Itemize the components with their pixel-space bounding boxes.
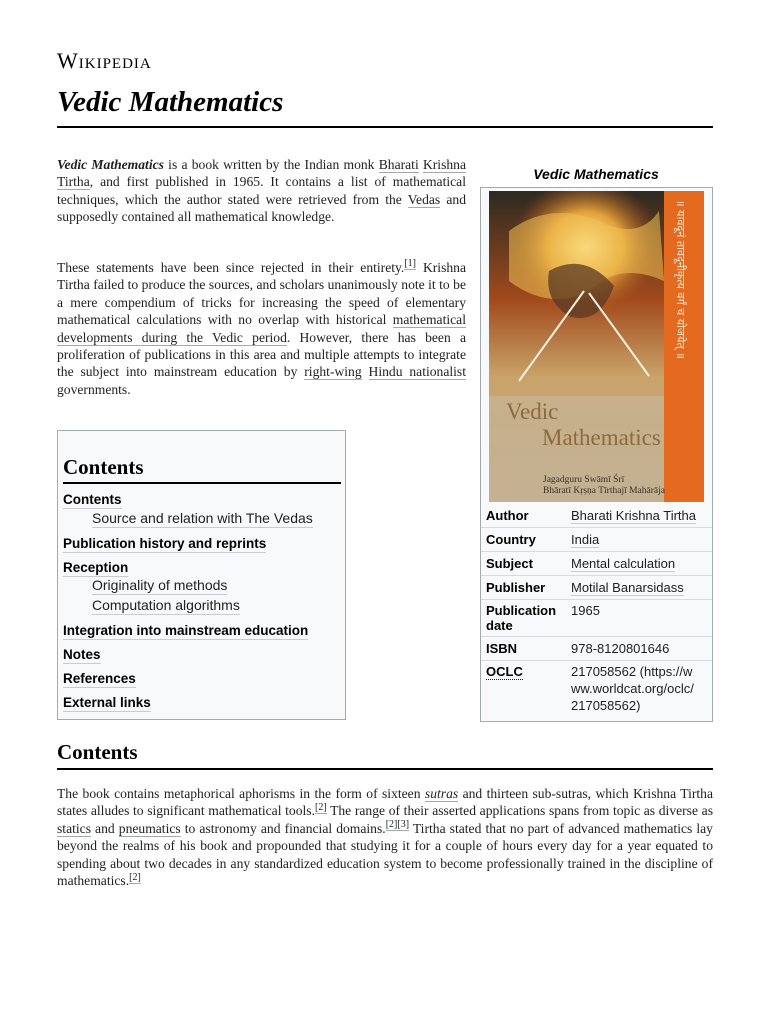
text-span: to astronomy and financial domains. [180, 820, 386, 836]
infobox-row-isbn [481, 636, 712, 661]
text-span: and supposedly contained all mathematical knowledge. [57, 191, 466, 225]
link-publisher[interactable]: Motilal Banarsidass [571, 580, 684, 595]
text-span: , and first published in 1965. It contains a list of mathematical techniques, which the author stated were retrieved from the [57, 174, 466, 207]
bold-title-text: Vedic Mathematics [57, 157, 164, 172]
infobox-label [486, 664, 523, 679]
toc-item-reception[interactable]: Reception [63, 560, 129, 575]
link-author[interactable]: Bharati Krishna Tirtha [571, 508, 697, 523]
text-span: and [90, 820, 119, 836]
cover-title-line-2: Mathematics [542, 425, 661, 450]
infobox-label: Publisher [486, 580, 546, 595]
citation-2[interactable]: [2] [385, 819, 398, 831]
infobox-row-oclc [481, 660, 712, 721]
text-span: and thirteen sub-sutras, which Krishna Tirtha states alludes to significant mathematical tools. [57, 786, 713, 819]
infobox-value: 978-8120801646 [571, 641, 670, 656]
label-line: Publication [486, 603, 557, 618]
link-pneumatics[interactable]: pneumatics [118, 820, 181, 836]
infobox-label: Subject [486, 556, 533, 571]
infobox-value [571, 579, 711, 596]
label-line: date [486, 618, 513, 633]
text-span: Krishna Tirtha failed to produce the sources, and scholars unanimously note it to be a mere compendium of tricks for increasing the speed of elementary mathematical calculations with no overlap with historical [57, 260, 467, 328]
wikipedia-wordmark[interactable]: Wikipedia [57, 48, 152, 73]
text-span: The range of their asserted applications spans from topic as diverse as [326, 803, 713, 819]
toc-item-references[interactable]: References [63, 671, 136, 686]
intro-paragraph-2 [57, 259, 466, 398]
link-vedas[interactable]: Vedas [407, 191, 441, 207]
infobox-row-publication-date [481, 599, 712, 637]
infobox-value [571, 531, 711, 548]
cover-sanskrit-text: ॥ यावदूनं तावदूनीकृत्य वर्गं च योजयेत् ॥ [674, 200, 687, 359]
toc-item-integration[interactable]: Integration into mainstream education [63, 623, 309, 638]
toc-item-contents[interactable]: Contents [63, 492, 122, 507]
infobox-label: Country [486, 532, 536, 547]
text-span: The book contains metaphorical aphorisms in the form of sixteen [57, 786, 425, 801]
cover-title-line-1: Vedic [506, 399, 559, 424]
citation-2[interactable]: [2] [314, 801, 327, 813]
infobox-row-country [481, 527, 712, 552]
oclc-line: 217058562 (https://w [571, 664, 693, 679]
link-subject[interactable]: Mental calculation [571, 556, 676, 571]
toc-item-publication-history[interactable]: Publication history and reprints [63, 536, 267, 551]
cover-author-line-2: Bhāratī Kṛṣṇa Tīrthajī Mahārāja [543, 486, 665, 496]
link-statics[interactable]: statics [57, 820, 91, 836]
text-span: Tirtha stated that no part of advanced mathematics lay beyond the realms of his book and propounded that studying it for a couple of hours every day for a year equated to spending about two decades in any standardized education system to become professionally trained in the discipline of mathematics. [57, 820, 713, 889]
toc-item-source-and-relation[interactable]: Source and relation with The Vedas [92, 510, 313, 526]
text-span: is a book written by the Indian monk [163, 157, 379, 172]
section-paragraph [57, 785, 713, 889]
link-sutras[interactable]: sutras [424, 786, 459, 801]
link-hindu-nationalist[interactable]: Hindu nationalist [368, 364, 466, 380]
infobox-row-subject [481, 551, 712, 576]
oclc-line: ww.worldcat.org/oclc/ [571, 681, 694, 696]
infobox-value [571, 555, 711, 572]
link-mathematical-developments[interactable]: mathematical developments during the Vedic period [57, 312, 466, 345]
link-bharati[interactable]: Bharati [378, 157, 419, 172]
toc-divider [63, 482, 341, 484]
citation-3[interactable]: [3] [397, 819, 410, 831]
infobox-label: Author [486, 508, 529, 523]
citation-1[interactable]: [1] [404, 258, 416, 270]
toc-item-originality[interactable]: Originality of methods [92, 577, 228, 593]
link-right-wing[interactable]: right-wing [304, 364, 362, 380]
infobox-row-author [481, 503, 712, 527]
citation-2[interactable]: [2] [129, 871, 141, 883]
infobox-value: 1965 [571, 603, 600, 618]
oclc-line: 217058562) [571, 698, 641, 713]
oclc-link[interactable] [571, 663, 711, 714]
infobox-row-publisher [481, 575, 712, 600]
cover-author [543, 475, 665, 497]
infobox-value [571, 507, 711, 524]
toc-item-external-links[interactable]: External links [63, 695, 151, 710]
text-span: . However, there has been a proliferation of publications in this area and multiple attempts to integrate the subject into mainstream education by [57, 329, 466, 380]
infobox-caption: Vedic Mathematics [533, 166, 659, 182]
section-divider [57, 768, 713, 770]
text-span: governments. [57, 381, 131, 397]
link-krishna-tirtha[interactable]: Krishna Tirtha [57, 157, 466, 190]
link-country[interactable]: India [571, 532, 600, 547]
table-of-contents [57, 430, 346, 720]
section-heading-contents: Contents [57, 740, 138, 764]
page-title: Vedic Mathematics [57, 86, 284, 118]
infobox-label [486, 603, 556, 633]
intro-paragraph-1 [57, 156, 466, 226]
infobox-label: ISBN [486, 641, 518, 656]
oclc-abbr[interactable]: OCLC [486, 664, 523, 679]
text-span: These statements have been since rejected in their entirety. [57, 260, 405, 275]
toc-title: Contents [63, 455, 144, 479]
cover-author-line-1: Jagadguru Swāmī Śrī [543, 475, 625, 485]
toc-item-computation-algorithms[interactable]: Computation algorithms [92, 597, 240, 613]
text-span [362, 364, 369, 379]
title-divider [57, 126, 713, 128]
toc-item-notes[interactable]: Notes [63, 647, 101, 662]
